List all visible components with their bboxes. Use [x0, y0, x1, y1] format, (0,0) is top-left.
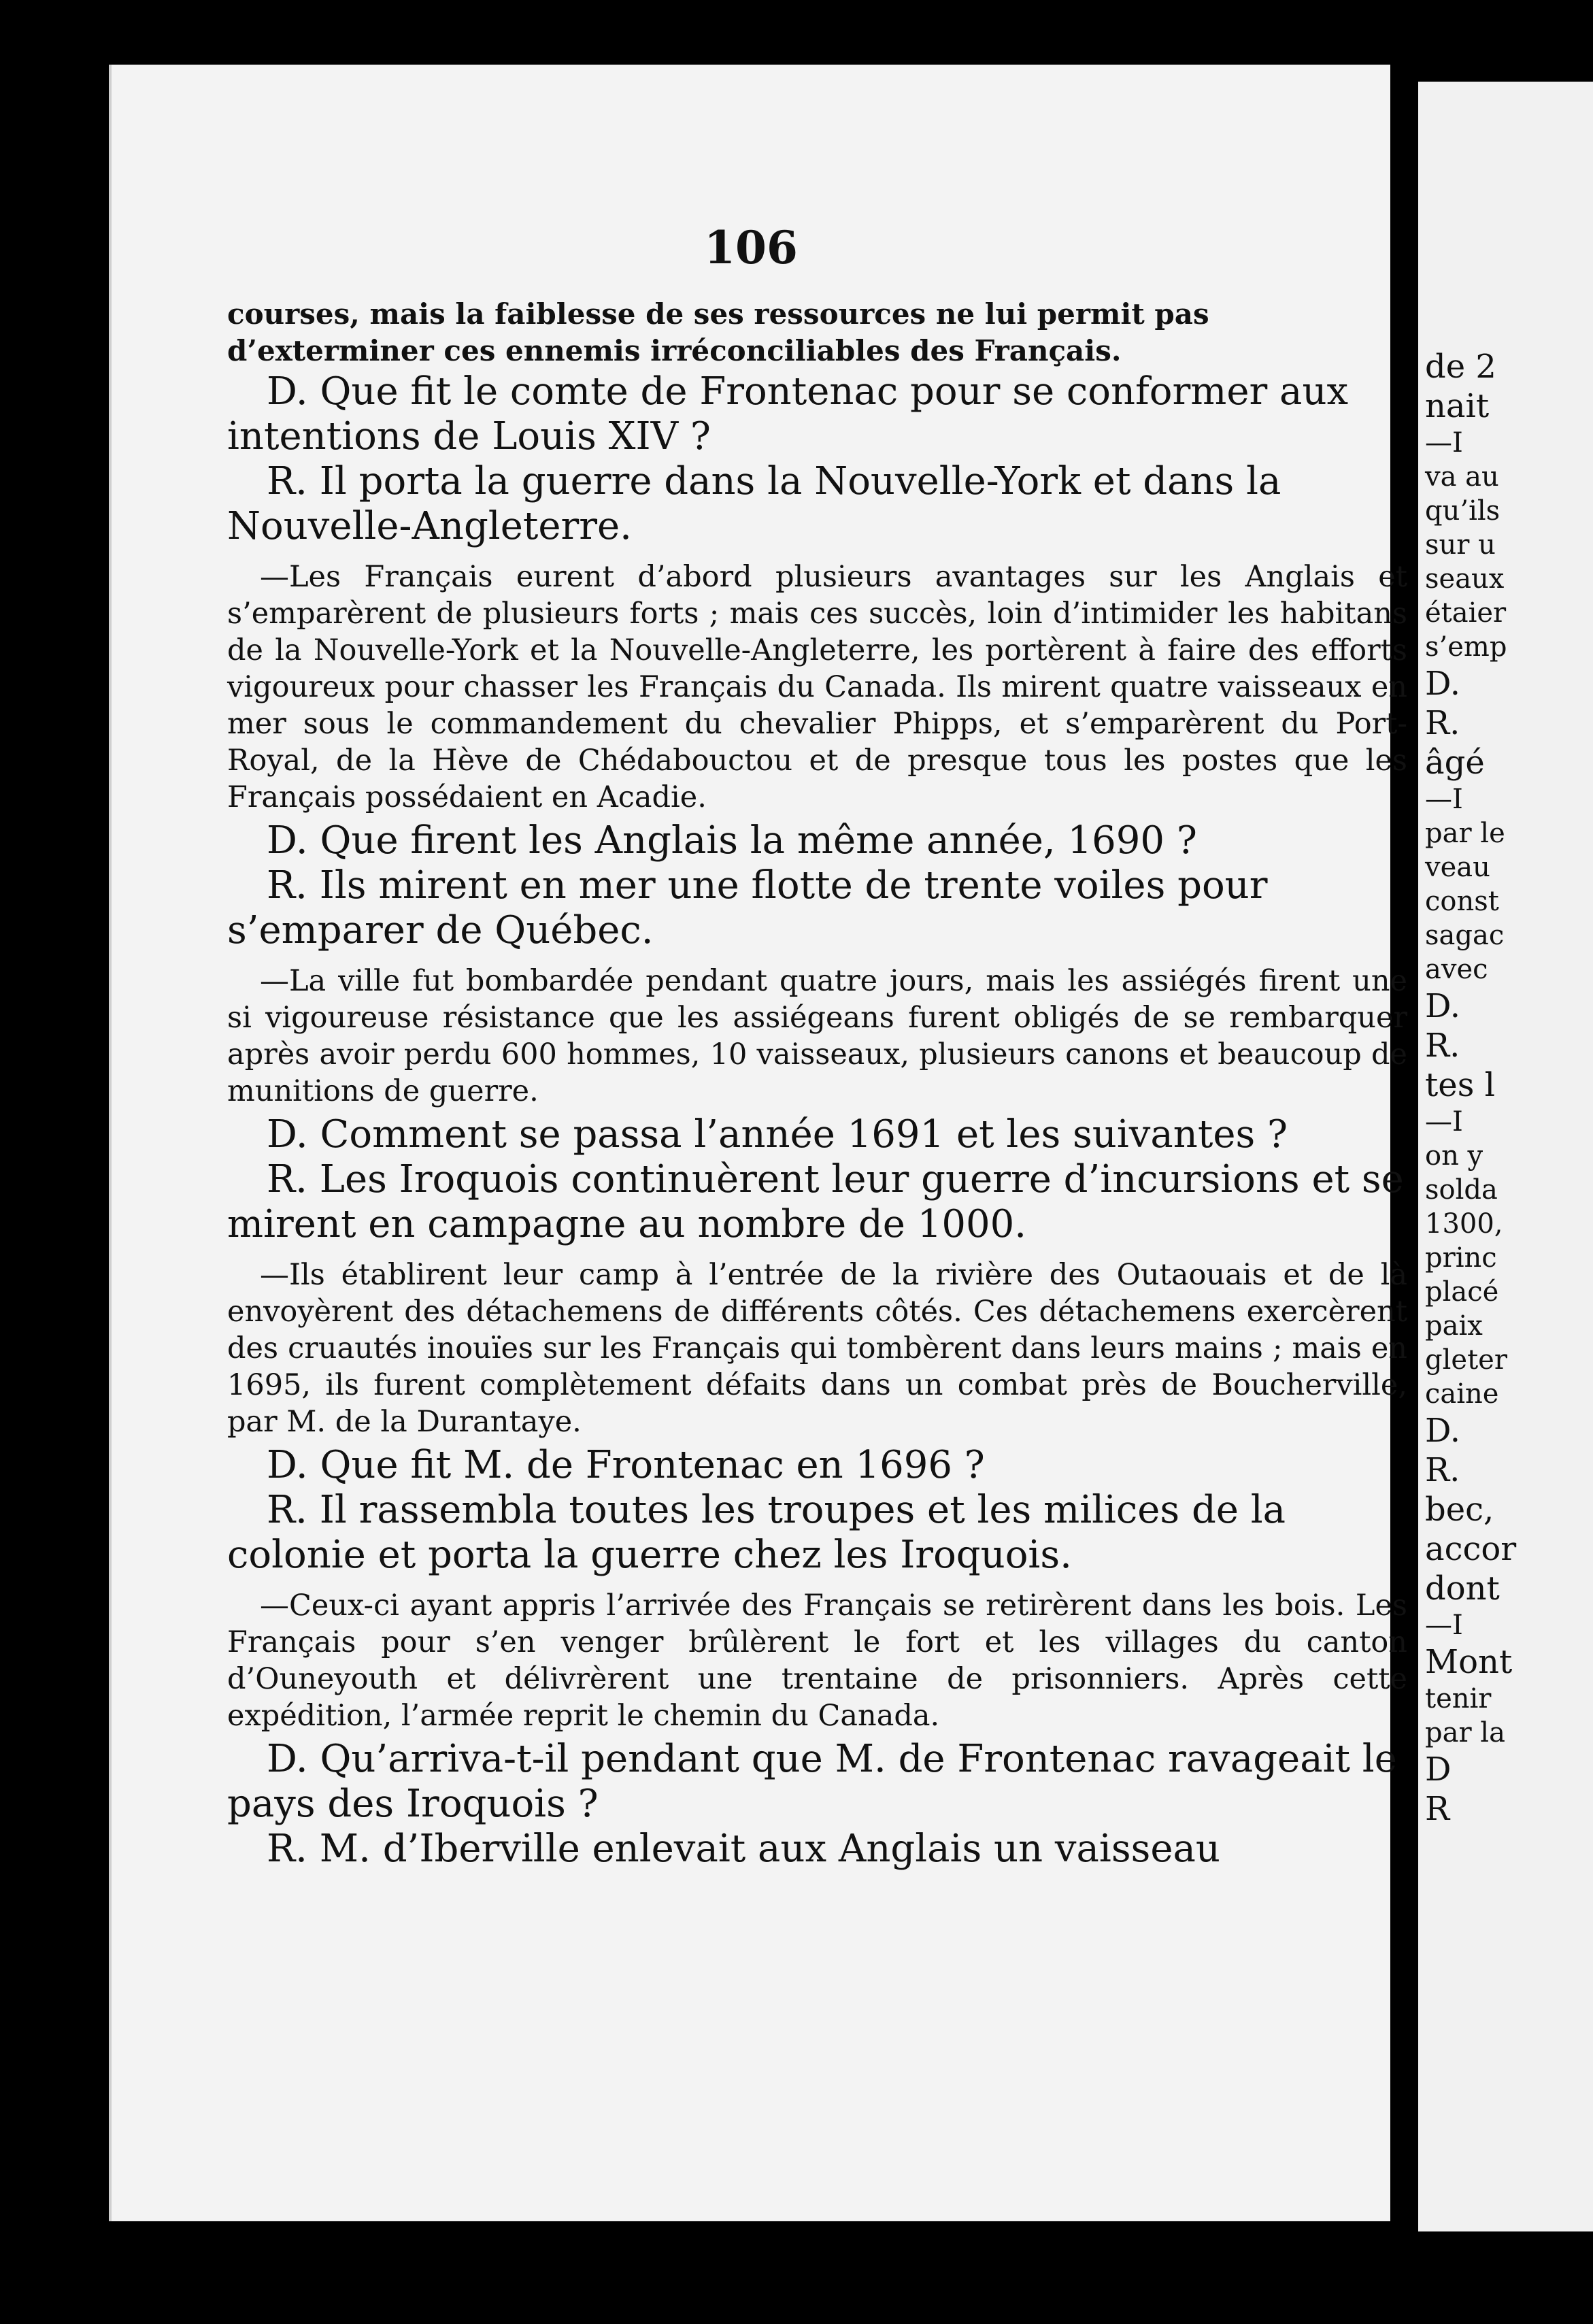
- adjacent-page-line: nait: [1425, 387, 1490, 425]
- adjacent-page-line: tes l: [1425, 1066, 1495, 1104]
- adjacent-page-line: va au: [1425, 461, 1499, 493]
- note-2: —La ville fut bombardée pendant quatre jours, mais les assiégés firent une si vigoureuse résistance que les assiégeans furent obligés de se rembarquer après avoir perdu 600 hommes, 10 vaisseaux, plusieurs canons et beaucoup de munitions de guerre.: [227, 964, 1407, 1108]
- continuation-paragraph: courses, mais la faiblesse de ses ressources ne lui permit pas d’exterminer ces ennemis irréconciliables des Français.: [227, 297, 1209, 367]
- adjacent-page-line: D.: [1425, 665, 1461, 703]
- adjacent-page-line: accor: [1425, 1530, 1517, 1568]
- adjacent-page-line: R.: [1425, 1027, 1460, 1065]
- adjacent-page-line: sur u: [1425, 529, 1496, 561]
- question-2: D. Que firent les Anglais la même année, 1690 ?: [267, 818, 1197, 863]
- adjacent-page-line: tenir: [1425, 1683, 1492, 1714]
- adjacent-page-line: bec,: [1425, 1491, 1494, 1529]
- adjacent-page-line: qu’ils: [1425, 495, 1500, 527]
- answer-3: R. Les Iroquois continuèrent leur guerre d’incursions et se mirent en campagne au nombre de 1000.: [227, 1157, 1404, 1246]
- adjacent-page-line: étaier: [1425, 597, 1507, 629]
- adjacent-page-fragments: [1425, 347, 1516, 1829]
- note-4: —Ceux-ci ayant appris l’arrivée des Français se retirèrent dans les bois. Les Français pour s’en venger brûlèrent le fort et les villages du canton d’Ouneyouth et délivrèrent une trentaine de prisonniers. Après cette expédition, l’armée reprit le chemin du Canada.: [227, 1589, 1407, 1733]
- adjacent-page-edge: [1418, 82, 1593, 2231]
- adjacent-page-line: placé: [1425, 1276, 1499, 1308]
- page-text: [227, 296, 1407, 1872]
- note-3: —Ils établirent leur camp à l’entrée de la rivière des Outaouais et de là envoyèrent des détachemens de différents côtés. Ces détachemens exercèrent des cruautés inouïes sur les Français qui tombèrent dans leurs mains ; mais en 1695, ils furent complètement défaits dans un combat près de Boucherville, par M. de la Durantaye.: [227, 1258, 1407, 1439]
- adjacent-page-line: caine: [1425, 1378, 1499, 1410]
- adjacent-page-line: de 2: [1425, 348, 1496, 386]
- adjacent-page-line: veau: [1425, 852, 1490, 883]
- adjacent-page-line: —I: [1425, 784, 1463, 815]
- question-5: D. Qu’arriva-t-il pendant que M. de Frontenac ravageait le pays des Iroquois ?: [227, 1737, 1397, 1826]
- adjacent-page-line: par la: [1425, 1717, 1505, 1748]
- adjacent-page-line: —I: [1425, 427, 1463, 459]
- adjacent-page-line: s’emp: [1425, 631, 1507, 663]
- adjacent-page-line: paix: [1425, 1310, 1483, 1342]
- adjacent-page-line: sagac: [1425, 920, 1505, 951]
- question-1: D. Que fit le comte de Frontenac pour se conformer aux intentions de Louis XIV ?: [227, 369, 1349, 459]
- answer-5: R. M. d’Iberville enlevait aux Anglais un vaisseau: [267, 1827, 1220, 1871]
- page-number: 106: [704, 221, 798, 274]
- adjacent-page-line: —I: [1425, 1610, 1463, 1641]
- answer-1: R. Il porta la guerre dans la Nouvelle-York et dans la Nouvelle-Angleterre.: [227, 459, 1281, 548]
- adjacent-page-line: princ: [1425, 1242, 1497, 1274]
- adjacent-page-line: R.: [1425, 1451, 1460, 1489]
- adjacent-page-line: R.: [1425, 704, 1460, 742]
- question-4: D. Que fit M. de Frontenac en 1696 ?: [267, 1443, 985, 1487]
- adjacent-page-line: D.: [1425, 1412, 1461, 1450]
- book-page: [109, 65, 1407, 2221]
- adjacent-page-line: D.: [1425, 987, 1461, 1025]
- adjacent-page-line: R: [1425, 1790, 1450, 1828]
- adjacent-page-line: —I: [1425, 1106, 1463, 1138]
- adjacent-page-line: gleter: [1425, 1344, 1507, 1376]
- adjacent-page-line: on y: [1425, 1140, 1483, 1172]
- adjacent-page-line: avec: [1425, 954, 1488, 985]
- adjacent-page-line: âgé: [1425, 744, 1485, 782]
- question-3: D. Comment se passa l’année 1691 et les suivantes ?: [267, 1112, 1288, 1157]
- adjacent-page-line: seaux: [1425, 563, 1505, 595]
- adjacent-page-line: dont: [1425, 1570, 1500, 1608]
- adjacent-page-line: solda: [1425, 1174, 1498, 1206]
- answer-2: R. Ils mirent en mer une flotte de trente voiles pour s’emparer de Québec.: [227, 863, 1268, 952]
- answer-4: R. Il rassembla toutes les troupes et les milices de la colonie et porta la guerre chez les Iroquois.: [227, 1488, 1286, 1577]
- adjacent-page-line: Mont: [1425, 1643, 1513, 1681]
- adjacent-page-line: par le: [1425, 818, 1505, 849]
- adjacent-page-line: 1300,: [1425, 1208, 1503, 1240]
- note-1: —Les Français eurent d’abord plusieurs avantages sur les Anglais et s’emparèrent de plusieurs forts ; mais ces succès, loin d’intimider les habitans de la Nouvelle-York et la Nouvelle-Angleterre, les portèrent à faire des efforts vigoureux pour chasser les Français du Canada. Ils mirent quatre vaisseaux en mer sous le commandement du chevalier Phipps, et s’emparèrent du Port-Royal, de la Hève de Chédabouctou et de presque tous les postes que les Français possédaient en Acadie.: [227, 560, 1407, 814]
- adjacent-page-line: D: [1425, 1750, 1452, 1789]
- adjacent-page-line: const: [1425, 886, 1499, 917]
